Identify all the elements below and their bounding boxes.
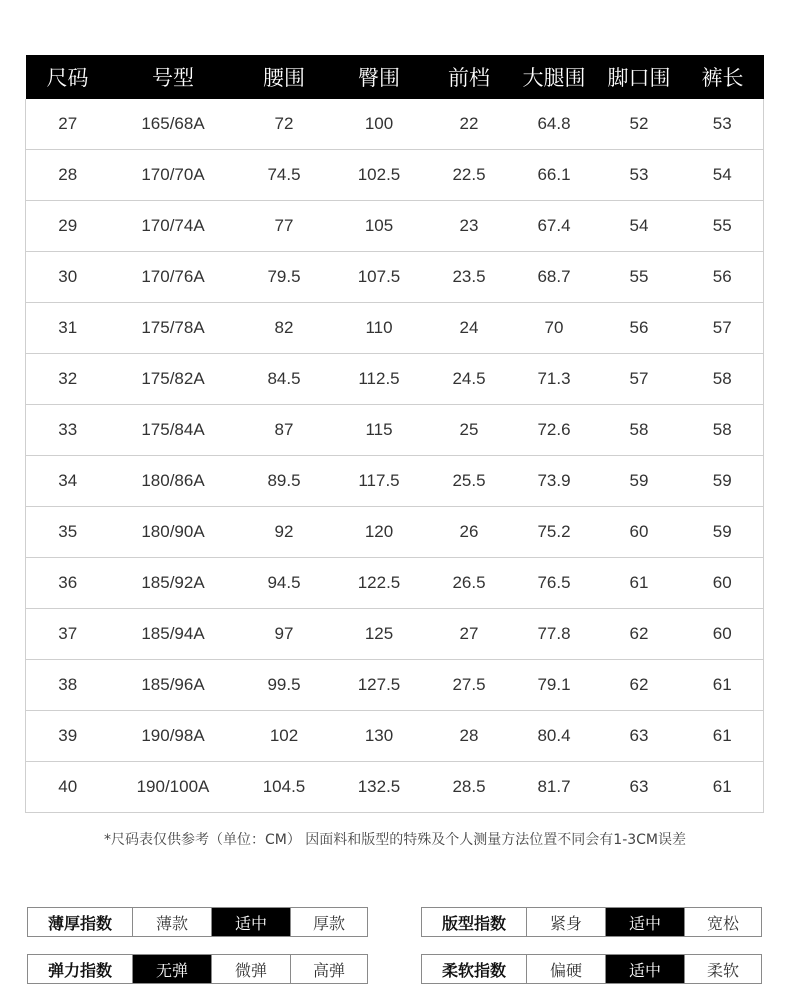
cell-model: 170/74A [110,201,237,252]
cell-leg-opening: 54 [597,201,682,252]
table-row [26,201,764,252]
cell-length: 61 [682,762,764,813]
cell-hip: 102.5 [332,150,427,201]
cell-front-rise: 24 [427,303,512,354]
table-row [26,711,764,762]
cell-length: 60 [682,558,764,609]
elasticity-option-high: 高弹 [290,955,367,983]
cell-front-rise: 26.5 [427,558,512,609]
cell-thigh: 77.8 [512,609,597,660]
cell-hip: 115 [332,405,427,456]
cell-leg-opening: 57 [597,354,682,405]
header-front-rise: 前档 [427,55,512,99]
fit-index-label: 版型指数 [441,913,506,933]
cell-waist: 79.5 [237,252,332,303]
cell-hip: 132.5 [332,762,427,813]
elasticity-index-label: 弹力指数 [47,960,112,980]
cell-waist: 92 [237,507,332,558]
cell-size: 39 [26,711,110,762]
thickness-index-label: 薄厚指数 [47,913,112,933]
thickness-option-thick: 厚款 [290,908,367,936]
table-row [26,762,764,813]
cell-front-rise: 27.5 [427,660,512,711]
cell-front-rise: 28 [427,711,512,762]
cell-leg-opening: 58 [597,405,682,456]
fit-option-loose: 宽松 [684,908,761,936]
fit-option-slim: 紧身 [526,908,605,936]
cell-leg-opening: 52 [597,99,682,150]
cell-thigh: 68.7 [512,252,597,303]
cell-front-rise: 25 [427,405,512,456]
header-length: 裤长 [682,55,764,99]
cell-leg-opening: 55 [597,252,682,303]
thickness-option-medium: 适中 [211,908,290,936]
softness-index-label: 柔软指数 [441,960,506,980]
softness-option-soft: 柔软 [684,955,761,983]
cell-front-rise: 27 [427,609,512,660]
cell-hip: 100 [332,99,427,150]
fit-index [421,907,762,937]
cell-leg-opening: 56 [597,303,682,354]
cell-leg-opening: 63 [597,711,682,762]
cell-length: 55 [682,201,764,252]
cell-model: 180/86A [110,456,237,507]
cell-size: 38 [26,660,110,711]
cell-hip: 122.5 [332,558,427,609]
fit-option-regular: 适中 [605,908,684,936]
table-row [26,660,764,711]
header-thigh: 大腿围 [512,55,597,99]
elasticity-option-none: 无弹 [132,955,211,983]
header-hip: 臀围 [332,55,427,99]
cell-length: 59 [682,507,764,558]
cell-leg-opening: 59 [597,456,682,507]
cell-waist: 74.5 [237,150,332,201]
cell-length: 59 [682,456,764,507]
cell-thigh: 80.4 [512,711,597,762]
cell-thigh: 70 [512,303,597,354]
cell-size: 28 [26,150,110,201]
size-chart-body [26,99,764,813]
cell-size: 29 [26,201,110,252]
table-row [26,99,764,150]
cell-length: 56 [682,252,764,303]
softness-option-medium: 适中 [605,955,684,983]
cell-thigh: 79.1 [512,660,597,711]
cell-size: 30 [26,252,110,303]
cell-size: 34 [26,456,110,507]
cell-front-rise: 22 [427,99,512,150]
cell-hip: 117.5 [332,456,427,507]
cell-model: 175/78A [110,303,237,354]
cell-model: 185/96A [110,660,237,711]
cell-size: 27 [26,99,110,150]
cell-model: 190/100A [110,762,237,813]
cell-hip: 112.5 [332,354,427,405]
table-row [26,303,764,354]
header-leg-opening: 脚口围 [597,55,682,99]
cell-thigh: 81.7 [512,762,597,813]
size-chart-table [25,55,764,813]
cell-model: 185/94A [110,609,237,660]
cell-model: 180/90A [110,507,237,558]
cell-model: 165/68A [110,99,237,150]
cell-hip: 105 [332,201,427,252]
softness-index [421,954,762,984]
cell-hip: 127.5 [332,660,427,711]
thickness-index [27,907,368,937]
cell-hip: 107.5 [332,252,427,303]
cell-leg-opening: 62 [597,660,682,711]
cell-front-rise: 26 [427,507,512,558]
table-row [26,405,764,456]
cell-front-rise: 23.5 [427,252,512,303]
cell-waist: 84.5 [237,354,332,405]
cell-waist: 89.5 [237,456,332,507]
cell-thigh: 64.8 [512,99,597,150]
cell-leg-opening: 53 [597,150,682,201]
cell-size: 32 [26,354,110,405]
cell-waist: 72 [237,99,332,150]
cell-waist: 77 [237,201,332,252]
cell-waist: 99.5 [237,660,332,711]
table-row [26,609,764,660]
cell-front-rise: 25.5 [427,456,512,507]
size-chart-header [26,55,764,99]
cell-size: 31 [26,303,110,354]
cell-front-rise: 22.5 [427,150,512,201]
cell-waist: 97 [237,609,332,660]
cell-thigh: 67.4 [512,201,597,252]
cell-waist: 87 [237,405,332,456]
elasticity-option-slight: 微弹 [211,955,290,983]
cell-model: 190/98A [110,711,237,762]
cell-waist: 104.5 [237,762,332,813]
softness-option-firm: 偏硬 [526,955,605,983]
cell-size: 40 [26,762,110,813]
cell-waist: 94.5 [237,558,332,609]
cell-leg-opening: 60 [597,507,682,558]
size-note: *尺码表仅供参考（单位：CM） 因面料和版型的特殊及个人测量方法位置不同会有1-3CM误差 [103,832,687,848]
table-row [26,507,764,558]
cell-leg-opening: 62 [597,609,682,660]
cell-hip: 110 [332,303,427,354]
cell-thigh: 72.6 [512,405,597,456]
cell-model: 170/76A [110,252,237,303]
cell-length: 58 [682,405,764,456]
cell-size: 35 [26,507,110,558]
cell-hip: 120 [332,507,427,558]
cell-size: 33 [26,405,110,456]
table-row [26,252,764,303]
cell-length: 61 [682,711,764,762]
cell-leg-opening: 61 [597,558,682,609]
cell-thigh: 76.5 [512,558,597,609]
cell-model: 185/92A [110,558,237,609]
cell-length: 60 [682,609,764,660]
header-model: 号型 [110,55,237,99]
cell-model: 175/82A [110,354,237,405]
cell-front-rise: 23 [427,201,512,252]
cell-hip: 130 [332,711,427,762]
cell-length: 54 [682,150,764,201]
cell-length: 61 [682,660,764,711]
cell-hip: 125 [332,609,427,660]
thickness-option-thin: 薄款 [132,908,211,936]
cell-length: 53 [682,99,764,150]
cell-thigh: 71.3 [512,354,597,405]
cell-thigh: 75.2 [512,507,597,558]
cell-thigh: 66.1 [512,150,597,201]
cell-waist: 102 [237,711,332,762]
cell-model: 170/70A [110,150,237,201]
cell-length: 57 [682,303,764,354]
cell-front-rise: 28.5 [427,762,512,813]
table-row [26,150,764,201]
cell-model: 175/84A [110,405,237,456]
cell-size: 36 [26,558,110,609]
cell-thigh: 73.9 [512,456,597,507]
header-size: 尺码 [26,55,110,99]
cell-waist: 82 [237,303,332,354]
elasticity-index [27,954,368,984]
header-waist: 腰围 [237,55,332,99]
table-row [26,456,764,507]
cell-front-rise: 24.5 [427,354,512,405]
table-row [26,558,764,609]
table-row [26,354,764,405]
cell-length: 58 [682,354,764,405]
cell-size: 37 [26,609,110,660]
cell-leg-opening: 63 [597,762,682,813]
